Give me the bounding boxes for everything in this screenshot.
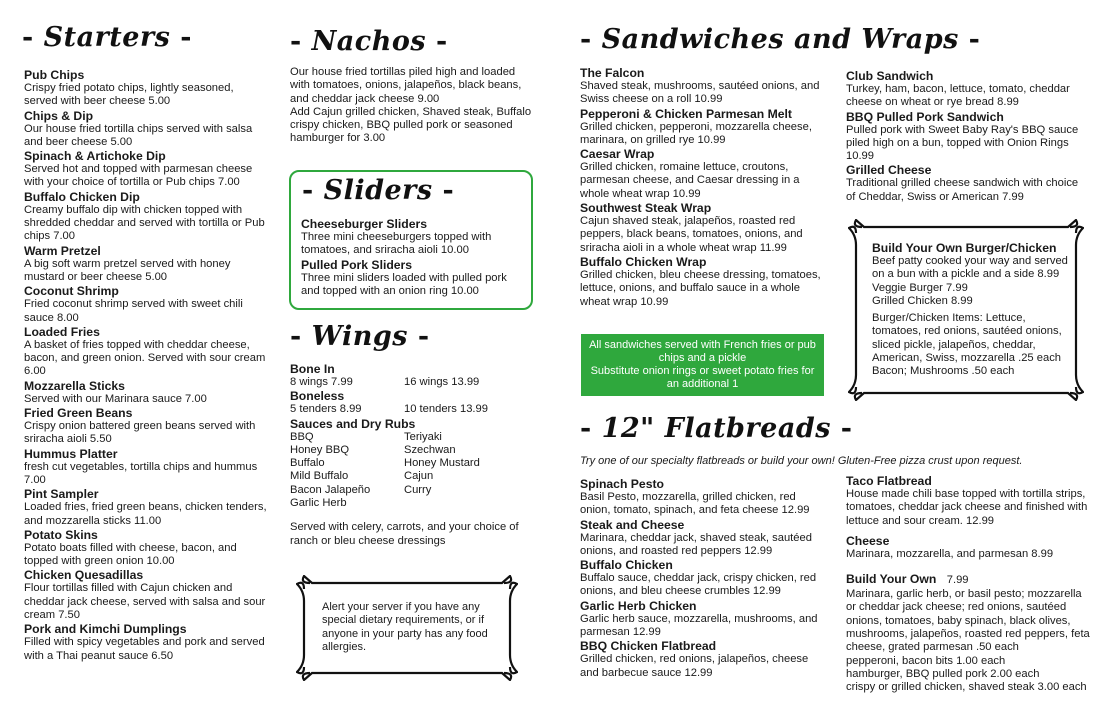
sandwich-sides-note [581,334,824,396]
list-item: Loaded Fries A basket of fries topped with cheddar cheese, bacon, and green onion. Served with sour cream 6.00 [24,324,266,378]
allergy-note: Alert your server if you have any special dietary requirements, or if anyone in your party has any food allergies. [322,601,488,653]
sandwiches-left-list [580,66,824,309]
build-own-name: Build Your Own [846,572,937,587]
build-own-extra2: hamburger, BBQ pulled pork 2.00 each [846,667,1040,680]
list-item: BBQ Pulled Pork Sandwich Pulled pork with Sweet Baby Ray's BBQ sauce piled high on a bun, topped with Onion Rings 10.99 [846,109,1079,163]
list-item: Taco Flatbread House made chili base topped with tortilla strips, tomatoes, cheddar jack cheese and finished with lettuce and sour cream. 12.99 [846,474,1088,527]
starters-title: - Starters - [22,22,192,53]
wings-section [290,362,535,548]
allergy-note-frame [296,575,518,681]
list-item: Honey BBQ [290,443,350,456]
build-own-extra3: crispy or grilled chicken, shaved steak 3.00 each [846,681,1087,694]
list-item: Buffalo Chicken Wrap Grilled chicken, bleu cheese dressing, tomatoes, lettuce, onions, and buffalo sauce in a whole wheat wrap 10.99 [580,254,821,308]
build-burger-line2: Veggie Burger 7.99 [872,281,968,294]
list-item: Buffalo Chicken Dip Creamy buffalo dip with chicken topped with shredded cheddar and served with tortilla or Pub chips 7.00 [24,189,265,243]
sandwiches-title: - Sandwiches and Wraps - [580,24,981,55]
list-item: Fried Green Beans Crispy onion battered green beans served with sriracha aioli 5.50 [24,406,256,446]
list-item: Cheese Marinara, mozzarella, and parmesan 8.99 [846,533,1054,560]
build-burger-line3: Grilled Chicken 8.99 [872,294,973,307]
nachos-title: - Nachos - [290,26,448,57]
list-item: Hummus Platter fresh cut vegetables, tortilla chips and hummus 7.00 [24,446,258,486]
build-own-extra1: pepperoni, bacon bits 1.00 each [846,654,1006,667]
flatbreads-title: - 12" Flatbreads - [580,413,853,444]
list-item: Chips & Dip Our house fried tortilla chips served with salsa and beer cheese 5.00 [24,108,253,148]
list-item: Club Sandwich Turkey, ham, bacon, lettuce, tomato, cheddar cheese on wheat or rye bread 8.99 [846,69,1070,109]
list-item: Caesar Wrap Grilled chicken, romaine lettuce, croutons, parmesan cheese, and Caesar dressing in a whole wheat wrap 10.99 [580,147,800,200]
sauces-left [290,431,404,511]
wings-title: - Wings - [290,321,430,352]
boneless-option-10: 10 tenders 13.99 [404,403,488,416]
build-burger-name: Build Your Own Burger/Chicken [872,241,1057,255]
sliders-list [301,217,526,298]
list-item: Teriyaki [404,430,442,443]
list-item: Pint Sampler Loaded fries, fried green beans, chicken tenders, and mozzarella sticks 11.00 [24,487,267,527]
bone-in-option-16: 16 wings 13.99 [404,376,480,388]
sauces-right [404,431,480,511]
list-item: Spinach Pesto Basil Pesto, mozzarella, grilled chicken, red onion, tomato, spinach, and feta cheese 12.99 [580,477,810,517]
bone-in-options [290,376,535,389]
list-item: Warm Pretzel A big soft warm pretzel served with honey mustard or beer cheese 5.00 [24,243,231,283]
list-item: Pub Chips Crispy fried potato chips, lightly seasoned, served with beer cheese 5.00 [24,68,234,108]
build-burger-content [872,241,1072,379]
sandwich-sides-text: All sandwiches served with French fries or pub chips and a pickle Substitute onion rings or sweet potato fries for an additional 1 [589,339,816,390]
list-item: Pulled Pork Sliders Three mini sliders loaded with pulled pork and topped with an onion ring 10.00 [301,257,507,297]
sliders-title: - Sliders - [302,175,455,206]
flatbreads-left-list [580,477,824,680]
starters-list [24,68,269,663]
list-item: Mozzarella Sticks Served with our Marinara sauce 7.00 [24,378,207,405]
list-item: Coconut Shrimp Fried coconut shrimp served with sweet chili sauce 8.00 [24,284,243,324]
nachos-description: Our house fried tortillas piled high and loaded with tomatoes, onions, jalapeños, black beans, and cheddar jack cheese 9.00 [290,66,522,105]
list-item: Buffalo Chicken Buffalo sauce, cheddar jack, crispy chicken, red onions, and bleu cheese crumbles 12.99 [580,558,817,598]
build-own-price: 7.99 [946,574,969,587]
list-item: Cajun [404,470,434,483]
list-item: Honey Mustard [404,457,480,470]
list-item: Pork and Kimchi Dumplings Filled with spicy vegetables and pork and served with a Thai peanut sauce 6.50 [24,622,265,662]
list-item: BBQ Chicken Flatbread Grilled chicken, red onions, jalapeños, cheese and barbecue sauce 12.99 [580,639,809,679]
flatbreads-right-list [846,474,1092,695]
build-own-desc: Marinara, garlic herb, or basil pesto; mozzarella or cheddar jack cheese; red onions, sautéed onions, tomatoes, baby spinach, black olives, mushrooms, jalapeños, roasted red peppers, feta cheese, grated parmesan .50 each [846,588,1090,654]
build-burger-items: Burger/Chicken Items: Lettuce, tomatoes, red onions, sautéed onions, sliced pickle, jalapeños, cheddar, American, Swiss, mozzarella .25 each [872,312,1062,365]
list-item: Spinach & Artichoke Dip Served hot and topped with parmesan cheese with your choice of tortilla or Pub chips 7.00 [24,149,253,189]
list-item: Szechwan [404,443,456,456]
boneless-option-5: 5 tenders 8.99 [290,403,362,416]
build-burger-bacon: Bacon; Mushrooms .50 each [872,365,1015,378]
list-item: BBQ [290,430,314,443]
list-item: Grilled Cheese Traditional grilled cheese sandwich with choice of Cheddar, Swiss or American 7.99 [846,163,1079,203]
list-item: Bacon Jalapeño [290,483,371,496]
sauces-columns [290,431,535,511]
sandwiches-right-list [846,69,1090,204]
list-item: Chicken Quesadillas Flour tortillas filled with Cajun chicken and cheddar jack cheese, served with salsa and sour cream 7.50 [24,568,266,622]
list-item: Curry [404,483,432,496]
build-own-flatbread [846,570,1092,694]
list-item: The Falcon Shaved steak, mushrooms, sautéed onions, and Swiss cheese on a roll 10.99 [580,66,820,106]
list-item: Buffalo [290,457,325,470]
list-item: Southwest Steak Wrap Cajun shaved steak, jalapeños, roasted red peppers, black beans, tomatoes, onions, and sriracha aioli in a whole wheat wrap 11.99 [580,201,803,254]
list-item: Pepperoni & Chicken Parmesan Melt Grilled chicken, pepperoni, mozzarella cheese, marinara, on grilled rye 10.99 [580,106,812,146]
wings-served-with: Served with celery, carrots, and your choice of ranch or bleu cheese dressings [290,521,519,547]
list-item: Mild Buffalo [290,470,349,483]
list-item: Cheeseburger Sliders Three mini cheeseburgers topped with tomatoes, and sriracha aioli 10.00 [301,217,492,257]
flatbreads-intro: Try one of our specialty flatbreads or build your own! Gluten-Free pizza crust upon request. [580,455,1023,467]
list-item: Potato Skins Potato boats filled with cheese, bacon, and topped with green onion 10.00 [24,527,237,568]
nachos-section [290,66,535,146]
build-burger-frame [848,219,1084,401]
sauces-title: Sauces and Dry Rubs [290,416,416,431]
list-item: Steak and Cheese Marinara, cheddar jack, shaved steak, sautéed onions, and roasted red peppers 12.99 [580,517,812,557]
bone-in-label: Bone In [290,362,335,376]
boneless-label: Boneless [290,389,345,404]
build-burger-line1: Beef patty cooked your way and served on a bun with a pickle and a side 8.99 [872,255,1068,281]
list-item: Garlic Herb [290,497,347,510]
list-item: Garlic Herb Chicken Garlic herb sauce, mozzarella, mushrooms, and parmesan 12.99 [580,598,818,639]
boneless-options [290,403,535,416]
bone-in-option-8: 8 wings 7.99 [290,376,353,388]
nachos-addon: Add Cajun grilled chicken, Shaved steak, Buffalo crispy chicken, BBQ pulled pork or seasoned hamburger for 3.00 [290,105,532,145]
